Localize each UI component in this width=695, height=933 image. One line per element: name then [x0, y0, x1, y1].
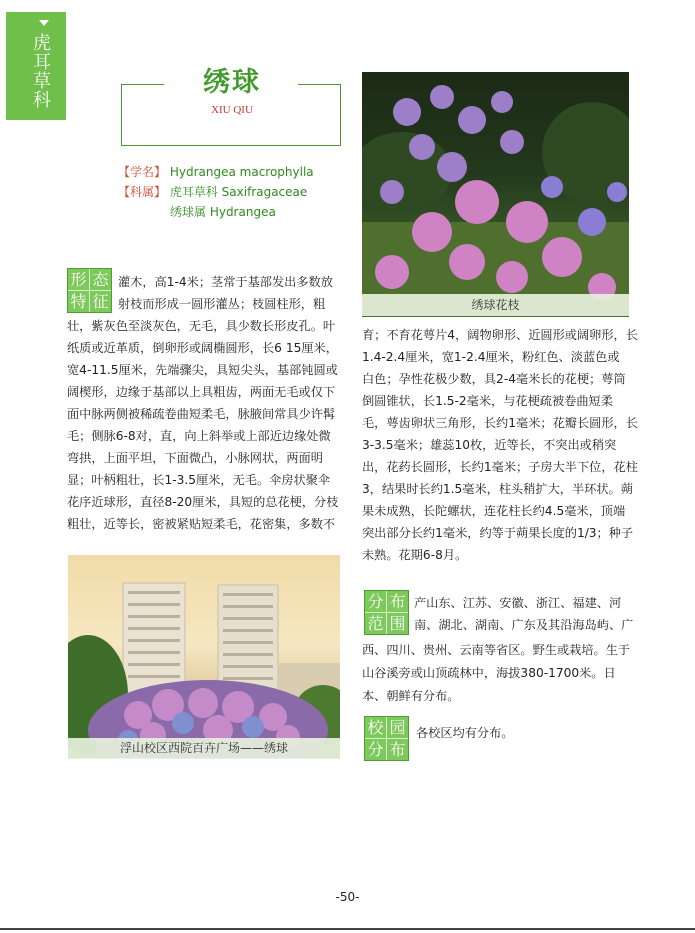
hydrangea-photo: [362, 72, 629, 317]
morphology-cont-line: 倒圆锥状，长1.5-2毫米，与花梗疏被卷曲短柔: [362, 394, 613, 408]
family-tab-text: 虎耳草科: [33, 33, 51, 111]
morphology-cont-line: 3，结果时长约1.5毫米，柱头稍扩大，半环状。蒴: [362, 482, 633, 496]
morphology-line: 射枝而形成一圆形灌丛；枝圆柱形，粗: [118, 297, 326, 311]
morphology-cont-line: 1.4-2.4厘米，宽1-2.4厘米，粉红色、淡蓝色或: [362, 350, 620, 364]
hydrangea-photo-caption: 绣球花枝: [362, 294, 629, 316]
bottom-rule: [0, 928, 695, 930]
hydrangea-photo-image: [362, 72, 629, 317]
family-label: 【科属】: [118, 185, 167, 199]
scientific-name-row: [118, 162, 314, 182]
family-row: [118, 182, 307, 202]
morphology-line: 纸质或近革质，倒卵形或阔椭圆形，长6 15厘米，: [67, 341, 338, 355]
distribution-line: 山谷溪旁或山顶疏林中，海拔380-1700米。日: [362, 666, 616, 680]
morphology-line: 壮，紫灰色至淡灰色，无毛，具少数长形皮孔。叶: [67, 319, 336, 333]
distribution-line: 产山东、江苏、安徽、浙江、福建、河: [414, 596, 622, 610]
morphology-line: 宽4-11.5厘米，先端骤尖，具短尖头，基部钝圆或: [67, 363, 338, 377]
morphology-cont-line: 3-3.5毫米；雄蕊10枚，近等长，不突出或稍突: [362, 438, 617, 452]
morphology-cont-line: 白色；孕性花极少数，具2-4毫米长的花梗；萼筒: [362, 372, 626, 386]
morphology-cont-line: 未熟。花期6-8月。: [362, 548, 468, 562]
morphology-line: 面中脉两侧被稀疏卷曲短柔毛，脉腋间常具少许髯: [67, 407, 336, 421]
campus-photo: [68, 555, 340, 758]
morphology-cont-line: 毛，萼齿卵状三角形，长约1毫米；花瓣长圆形，长: [362, 416, 638, 430]
campus-text: 各校区均有分布。: [416, 726, 514, 740]
morphology-line: 弯拱，上面平坦，下面微凸，小脉网状，两面明: [67, 451, 323, 465]
campus-label: 校 园 分 布: [364, 716, 409, 761]
campus-photo-caption: 浮山校区西院百卉广场——绣球: [68, 738, 340, 759]
morphology-cont-line: 出，花药长圆形，长约1毫米；子房大半下位，花柱: [362, 460, 638, 474]
morphology-line: 灌木，高1-4米；茎常于基部发出多数放: [118, 275, 333, 289]
family-tab: [6, 12, 66, 120]
morphology-line: 显；叶柄粗壮，长1-3.5厘米，无毛。伞房状聚伞: [67, 473, 331, 487]
morphology-cont-line: 果未成熟，长陀螺状，连花柱长约4.5毫米，顶端: [362, 504, 626, 518]
distribution-line: 南、湖北、湖南、广东及其沿海岛屿、广: [414, 618, 634, 632]
morphology-cont-line: 育；不育花萼片4，阔物卵形、近圆形或阔卵形，长: [362, 328, 638, 342]
distribution-line: 西、四川、贵州、云南等省区。野生或栽培。生于: [362, 643, 631, 657]
morphology-label: 形 态 特 征: [67, 268, 112, 313]
morphology-line: 阔楔形，边缘于基部以上具粗齿，两面无毛或仅下: [67, 385, 336, 399]
page-title-pinyin: XIU QIU: [211, 104, 253, 116]
morphology-cont-line: 突出部分长约1毫米，约等于蒴果长度的1/3；种子: [362, 526, 634, 540]
sci-name-label: 【学名】: [118, 165, 167, 179]
distribution-label: 分 布 范 围: [364, 590, 409, 635]
campus-photo-image: [68, 555, 340, 758]
morphology-line: 花序近球形，直径8-20厘米，具短的总花梗，分枝: [67, 495, 339, 509]
morphology-line: 粗壮，近等长，密被紧贴短柔毛，花密集，多数不: [67, 517, 336, 531]
triangle-down-icon: [39, 20, 49, 26]
page-number: -50-: [335, 890, 360, 904]
family-value: 虎耳草科 Saxifragaceae: [169, 185, 308, 199]
genus-row: [170, 202, 276, 222]
sci-name-value: Hydrangea macrophylla: [169, 165, 314, 179]
distribution-line: 本、朝鲜有分布。: [362, 689, 460, 703]
page-title: 绣球: [203, 67, 261, 98]
morphology-line: 毛；侧脉6-8对，直，向上斜举或上部近边缘处微: [67, 429, 331, 443]
genus-value: 绣球属 Hydrangea: [170, 205, 276, 219]
